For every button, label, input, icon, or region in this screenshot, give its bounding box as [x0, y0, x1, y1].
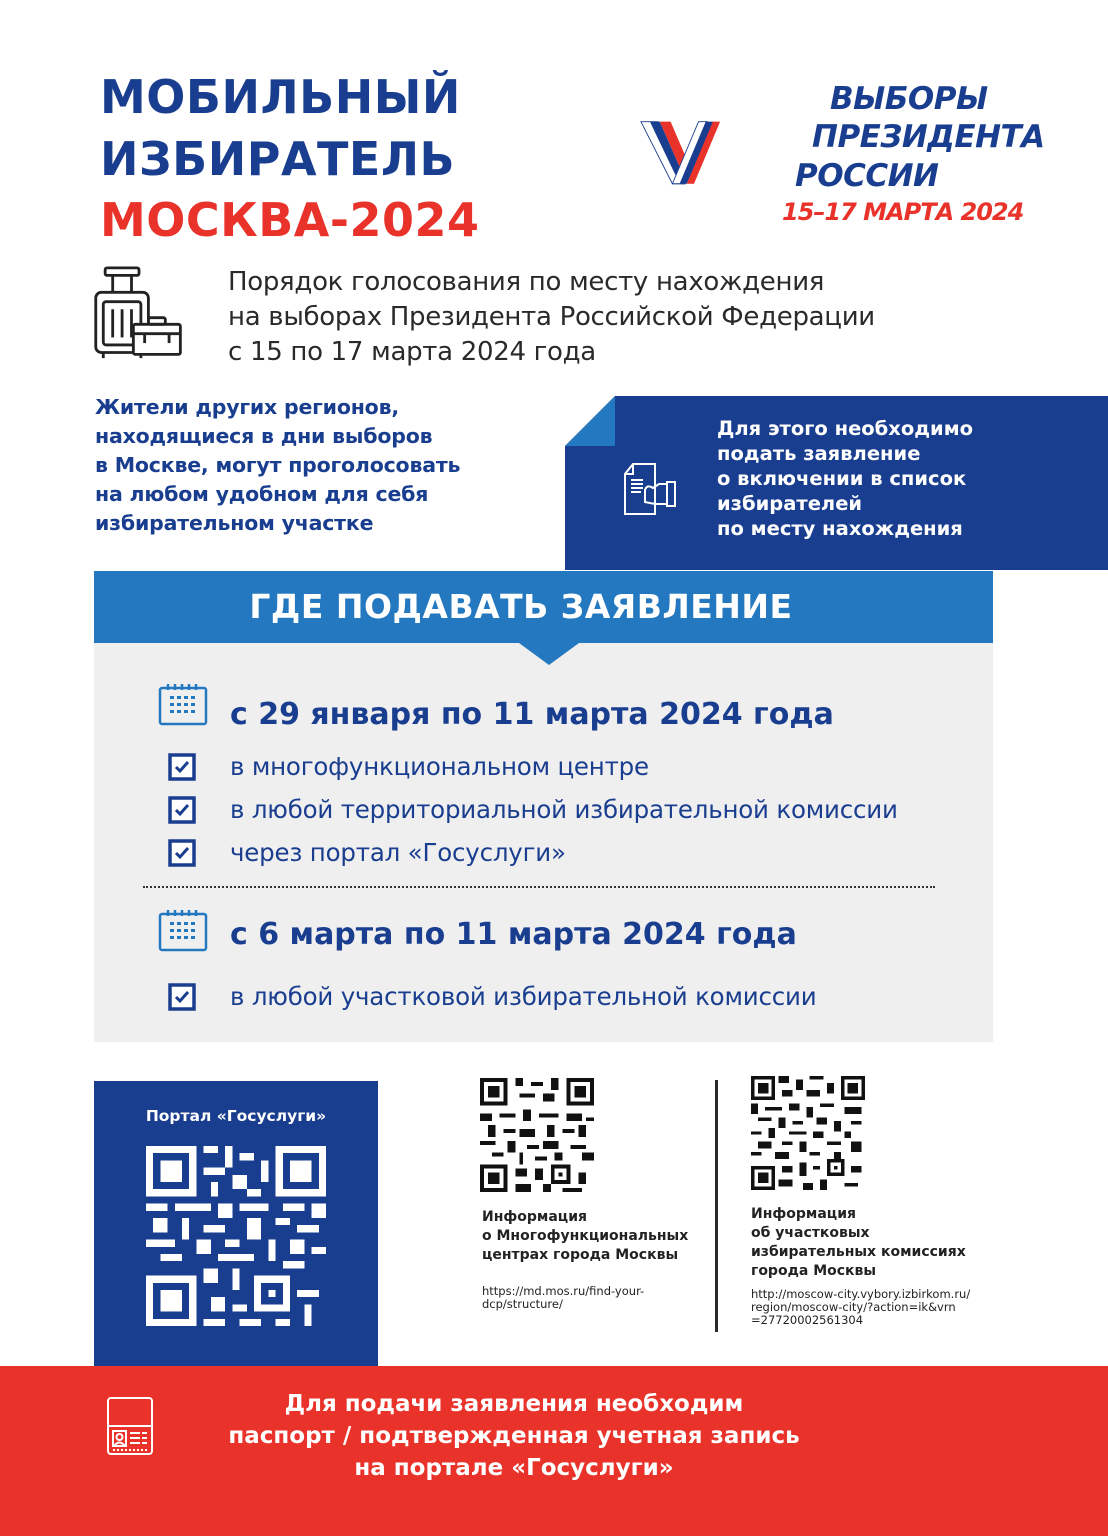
uik-info-title [751, 1205, 966, 1281]
qr-code-icon[interactable] [480, 1078, 594, 1192]
footer-line: Для подачи заявления необходим [284, 1391, 744, 1417]
period-1-title: с 29 января по 11 марта 2024 года [230, 697, 834, 732]
uik-url[interactable] [751, 1288, 970, 1327]
period-2-title: с 6 марта по 11 марта 2024 года [230, 917, 797, 952]
intro-line-1: Порядок голосования по месту нахождения [228, 267, 825, 297]
intro-line-3: с 15 по 17 марта 2024 года [228, 337, 596, 367]
mfc-title-line: Информация [482, 1209, 587, 1225]
uik-url-line[interactable]: http://moscow-city.vybory.izbirkom.ru/ [751, 1287, 971, 1301]
logo-line-2: ПРЕЗИДЕНТА [812, 119, 1045, 155]
requirement-line: избирателей [717, 492, 863, 515]
option-label: через портал «Госуслуги» [230, 838, 566, 867]
footer-line: паспорт / подтвержденная учетная запись [228, 1423, 800, 1449]
uik-title-line: избирательных комиссиях [751, 1244, 966, 1260]
mfc-url-line[interactable]: dcp/structure/ [482, 1297, 563, 1311]
uik-url-line[interactable]: region/moscow-city/?action=ik&vrn [751, 1300, 956, 1314]
option-label: в любой участковой избирательной комиссии [230, 982, 817, 1011]
title-line-3: МОСКВА-2024 [100, 193, 480, 247]
requirement-line: по месту нахождения [717, 517, 963, 540]
checkbox-checked-icon [168, 796, 196, 824]
uik-title-line: об участковых [751, 1225, 870, 1241]
dotted-divider [143, 886, 935, 888]
intro-text [228, 265, 875, 370]
calendar-icon [158, 908, 208, 952]
checkbox-checked-icon [168, 983, 196, 1011]
gosuslugi-qr-block [94, 1081, 378, 1366]
requirement-text [717, 416, 973, 541]
mfc-url-line[interactable]: https://md.mos.ru/find-your- [482, 1284, 645, 1298]
where-banner [94, 571, 993, 643]
residents-line: Жители других регионов, [95, 395, 399, 419]
option-label: в многофункциональном центре [230, 752, 649, 781]
mfc-info-title [482, 1208, 688, 1265]
qr-code-icon[interactable] [146, 1146, 326, 1326]
document-hand-icon [623, 462, 679, 518]
mfc-title-line: центрах города Москвы [482, 1247, 679, 1263]
requirement-line: о включении в список [717, 467, 967, 490]
mfc-title-line: о Многофункциональных [482, 1228, 689, 1244]
footer-text [0, 1388, 1108, 1484]
calendar-icon [158, 682, 208, 726]
uik-url-line[interactable]: =27720002561304 [751, 1313, 864, 1327]
footer-line: на портале «Госуслуги» [354, 1455, 674, 1481]
logo-dates: 15–17 МАРТА 2024 [782, 198, 1024, 226]
uik-title-line: Информация [751, 1206, 856, 1222]
vertical-divider [715, 1080, 718, 1332]
logo-line-3: РОССИИ [795, 158, 939, 194]
residents-line: в Москве, могут проголосовать [95, 453, 461, 477]
residents-line: на любом удобном для себя [95, 482, 429, 506]
intro-line-2: на выборах Президента Российской Федерации [228, 302, 875, 332]
where-title: ГДЕ ПОДАВАТЬ ЗАЯВЛЕНИЕ [249, 587, 793, 626]
gosuslugi-label: Портал «Госуслуги» [145, 1107, 327, 1125]
uik-title-line: города Москвы [751, 1263, 877, 1279]
where-arrow [519, 643, 579, 665]
option-label: в любой территориальной избирательной комиссии [230, 795, 898, 824]
title-line-2: ИЗБИРАТЕЛЬ [100, 132, 456, 186]
residents-line: находящиеся в дни выборов [95, 424, 433, 448]
title-line-1: МОБИЛЬНЫЙ [100, 70, 461, 124]
requirement-line: Для этого необходимо [717, 417, 974, 440]
checkbox-checked-icon [168, 753, 196, 781]
mfc-url[interactable] [482, 1285, 644, 1311]
residents-text [95, 393, 460, 538]
checkbox-checked-icon [168, 839, 196, 867]
qr-code-icon[interactable] [751, 1076, 865, 1190]
logo-line-1: ВЫБОРЫ [830, 81, 988, 117]
requirement-line: подать заявление [717, 442, 921, 465]
luggage-icon [92, 266, 186, 360]
residents-line: избирательном участке [95, 511, 374, 535]
footer-banner [0, 1366, 1108, 1536]
